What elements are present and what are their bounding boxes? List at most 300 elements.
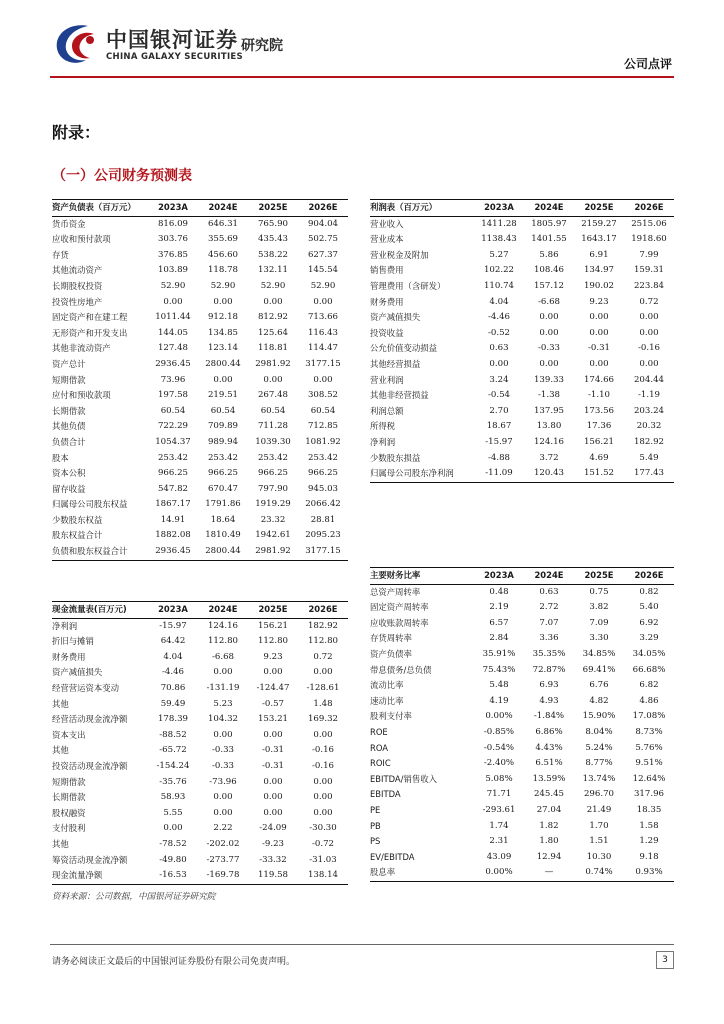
brand-name-en: CHINA GALAXY SECURITIES bbox=[106, 52, 243, 62]
table-cell: 8.73% bbox=[635, 726, 663, 737]
table-cell: 2800.44 bbox=[198, 544, 248, 560]
table-cell: 10.30 bbox=[586, 851, 612, 862]
row-label: 公允价值变动损益 bbox=[370, 343, 437, 354]
row-label: 无形资产和开发支出 bbox=[52, 327, 128, 338]
table-cell: 713.66 bbox=[307, 312, 339, 323]
table-cell: 118.81 bbox=[257, 343, 289, 354]
table-cell: 0.00 bbox=[213, 374, 233, 385]
row-label: ROA bbox=[370, 742, 388, 753]
table-cell: 0.00 bbox=[313, 667, 333, 678]
table-cell: 5.08% bbox=[485, 773, 513, 784]
table-cell: 52.90 bbox=[310, 280, 336, 291]
row-label: 投资性房地产 bbox=[52, 296, 103, 307]
table-cell: 60.54 bbox=[160, 405, 186, 416]
table-row bbox=[370, 326, 674, 342]
table-cell: 797.90 bbox=[257, 483, 289, 494]
table-row bbox=[52, 435, 348, 451]
row-label: 资本支出 bbox=[52, 729, 86, 740]
table-cell: -11.09 bbox=[474, 466, 524, 482]
row-label: 长期借款 bbox=[52, 405, 86, 416]
table-row bbox=[370, 631, 674, 647]
column-header: 2024E bbox=[524, 568, 574, 585]
table-row bbox=[52, 650, 348, 666]
table-cell: 15.90% bbox=[582, 711, 616, 722]
table-row bbox=[370, 865, 674, 881]
row-label: 留存收益 bbox=[52, 483, 86, 494]
table-cell: 711.28 bbox=[257, 421, 289, 432]
table-cell: 3.29 bbox=[639, 633, 659, 644]
row-label: 投资活动现金流净额 bbox=[52, 760, 128, 771]
table-row bbox=[52, 326, 348, 342]
table-cell: 6.86% bbox=[535, 726, 563, 737]
table-cell: 0.00 bbox=[263, 807, 283, 818]
table-cell: -0.31 bbox=[261, 760, 285, 771]
table-cell: 0.63 bbox=[489, 343, 509, 354]
table-row bbox=[370, 772, 674, 788]
table-cell: -30.30 bbox=[309, 823, 337, 834]
table-cell: 0.00 bbox=[313, 792, 333, 803]
table-cell: 156.21 bbox=[257, 620, 289, 631]
table-row bbox=[52, 419, 348, 435]
table-row bbox=[370, 295, 674, 311]
table-cell: 23.32 bbox=[260, 514, 286, 525]
table-cell: -0.16 bbox=[637, 343, 661, 354]
row-label: 营业成本 bbox=[370, 234, 404, 245]
column-header: 2024E bbox=[198, 200, 248, 217]
table-cell: 3.82 bbox=[589, 602, 609, 613]
table-cell: 1867.17 bbox=[155, 499, 191, 510]
table-cell: 123.14 bbox=[207, 343, 239, 354]
table-cell: 6.82 bbox=[639, 680, 659, 691]
table-cell: 722.29 bbox=[157, 421, 189, 432]
table-title: 资产负债表（百万元） bbox=[52, 200, 148, 217]
table-row bbox=[52, 821, 348, 837]
table-row bbox=[52, 513, 348, 529]
table-row bbox=[52, 712, 348, 728]
column-header: 2026E bbox=[624, 568, 674, 585]
row-label: 经营营运资本变动 bbox=[52, 682, 119, 693]
table-row bbox=[52, 388, 348, 404]
table-cell: -293.61 bbox=[482, 804, 516, 815]
table-row bbox=[52, 618, 348, 634]
institute-label: 研究院 bbox=[241, 38, 283, 54]
table-row bbox=[52, 806, 348, 822]
table-cell: -15.97 bbox=[485, 436, 513, 447]
column-header: 2023A bbox=[474, 568, 524, 585]
row-label: 财务费用 bbox=[52, 651, 86, 662]
row-label: 营业利润 bbox=[370, 374, 404, 385]
table-row bbox=[370, 232, 674, 248]
table-row bbox=[52, 528, 348, 544]
table-cell: 6.51% bbox=[535, 758, 563, 769]
table-row bbox=[52, 451, 348, 467]
table-cell: -88.52 bbox=[159, 729, 187, 740]
table-cell: 5.40 bbox=[639, 602, 659, 613]
table-cell: 132.11 bbox=[257, 265, 289, 276]
table-header-row bbox=[52, 200, 348, 217]
table-cell: 112.80 bbox=[207, 636, 239, 647]
table-cell: 966.25 bbox=[307, 468, 339, 479]
row-label: 净利润 bbox=[52, 620, 78, 631]
table-cell: 4.69 bbox=[589, 452, 609, 463]
table-header-row bbox=[370, 568, 674, 585]
table-cell: 151.52 bbox=[574, 466, 624, 482]
row-label: 经营活动现金流净额 bbox=[52, 714, 128, 725]
table-cell: 112.80 bbox=[307, 636, 339, 647]
table-cell: 3177.15 bbox=[298, 544, 348, 560]
table-cell: 1.80 bbox=[539, 836, 559, 847]
table-cell: 4.86 bbox=[639, 695, 659, 706]
table-cell: 0.74% bbox=[574, 865, 624, 881]
table-row bbox=[370, 388, 674, 404]
row-label: 货币资金 bbox=[52, 218, 86, 229]
table-cell: 5.27 bbox=[489, 249, 509, 260]
table-cell: 670.47 bbox=[207, 483, 239, 494]
table-row bbox=[370, 725, 674, 741]
table-cell: 12.94 bbox=[536, 851, 562, 862]
row-label: 折旧与摊销 bbox=[52, 636, 94, 647]
table-cell: 72.87% bbox=[532, 664, 566, 675]
table-cell: 35.91% bbox=[482, 648, 516, 659]
table-cell: 945.03 bbox=[307, 483, 339, 494]
table-row bbox=[52, 404, 348, 420]
table-row bbox=[52, 232, 348, 248]
table-cell: 308.52 bbox=[307, 390, 339, 401]
table-cell: 1.51 bbox=[589, 836, 609, 847]
column-header: 2023A bbox=[148, 200, 198, 217]
row-label: 归属母公司股东净利润 bbox=[370, 466, 474, 482]
table-cell: -24.09 bbox=[259, 823, 287, 834]
table-title: 现金流量表(百万元) bbox=[52, 602, 148, 619]
row-label: 财务费用 bbox=[370, 296, 404, 307]
table-title: 利润表（百万元） bbox=[370, 200, 474, 217]
table-cell: 9.23 bbox=[589, 296, 609, 307]
table-cell: -0.31 bbox=[587, 343, 611, 354]
table-cell: 1919.29 bbox=[255, 499, 291, 510]
table-cell: 812.92 bbox=[257, 312, 289, 323]
table-cell: 0.00 bbox=[639, 358, 659, 369]
table-cell: 355.69 bbox=[207, 234, 239, 245]
table-row bbox=[370, 584, 674, 600]
table-cell: 0.00 bbox=[263, 792, 283, 803]
table-row bbox=[370, 663, 674, 679]
table-row bbox=[370, 216, 674, 232]
table-cell: -1.38 bbox=[537, 390, 561, 401]
row-label: 资产总计 bbox=[52, 358, 86, 369]
table-cell: 435.43 bbox=[257, 234, 289, 245]
table-cell: 6.76 bbox=[589, 680, 609, 691]
page-heading: 附录： bbox=[52, 123, 101, 142]
table-cell: 1791.86 bbox=[205, 499, 241, 510]
table-row bbox=[370, 357, 674, 373]
table-cell: 124.16 bbox=[207, 620, 239, 631]
table-cell: 64.42 bbox=[160, 636, 186, 647]
table-row bbox=[370, 678, 674, 694]
table-cell: 317.96 bbox=[633, 789, 665, 800]
table-cell: 0.00 bbox=[213, 807, 233, 818]
table-cell: 3.72 bbox=[539, 452, 559, 463]
report-type-label: 公司点评 bbox=[623, 57, 672, 71]
row-label: ROE bbox=[370, 726, 388, 737]
row-label: 负债和股东权益合计 bbox=[52, 544, 148, 560]
table-row bbox=[370, 600, 674, 616]
page-number: 3 bbox=[656, 951, 674, 969]
table-cell: 1.48 bbox=[313, 698, 333, 709]
footer-divider bbox=[50, 944, 674, 945]
table-cell: 904.04 bbox=[307, 218, 339, 229]
table-cell: 156.21 bbox=[583, 436, 615, 447]
footer-disclaimer: 请务必阅读正文最后的中国银河证券股份有限公司免责声明。 bbox=[52, 957, 296, 967]
table-cell: 2.31 bbox=[489, 836, 509, 847]
income-statement-table bbox=[370, 199, 674, 483]
table-cell: 134.97 bbox=[583, 265, 615, 276]
table-cell: 0.00 bbox=[313, 296, 333, 307]
table-cell: 119.58 bbox=[248, 868, 298, 884]
column-header: 2024E bbox=[198, 602, 248, 619]
table-cell: 127.48 bbox=[157, 343, 189, 354]
table-cell: 5.48 bbox=[489, 680, 509, 691]
table-row bbox=[370, 694, 674, 710]
table-cell: 0.00 bbox=[263, 776, 283, 787]
table-cell: 0.00 bbox=[539, 358, 559, 369]
table-cell: 1011.44 bbox=[155, 312, 191, 323]
table-cell: 376.85 bbox=[157, 249, 189, 260]
table-cell: 1138.43 bbox=[481, 234, 517, 245]
table-cell: 1643.17 bbox=[581, 234, 617, 245]
table-cell: -65.72 bbox=[159, 745, 187, 756]
table-cell: 173.56 bbox=[583, 405, 615, 416]
table-row bbox=[52, 868, 348, 884]
table-cell: 219.51 bbox=[207, 390, 239, 401]
table-cell: 816.09 bbox=[157, 218, 189, 229]
table-cell: 0.00 bbox=[539, 327, 559, 338]
table-cell: 6.57 bbox=[489, 617, 509, 628]
row-label: 股息率 bbox=[370, 865, 474, 881]
table-cell: 267.48 bbox=[257, 390, 289, 401]
table-cell: 9.18 bbox=[639, 851, 659, 862]
row-label: 股权融资 bbox=[52, 807, 86, 818]
table-cell: 204.44 bbox=[633, 374, 665, 385]
table-cell: 3177.15 bbox=[305, 358, 341, 369]
table-cell: 1942.61 bbox=[255, 530, 291, 541]
row-label: 其他 bbox=[52, 745, 69, 756]
table-cell: -169.78 bbox=[198, 868, 248, 884]
table-cell: 118.78 bbox=[207, 265, 239, 276]
column-header: 2023A bbox=[474, 200, 524, 217]
table-cell: 1810.49 bbox=[205, 530, 241, 541]
row-label: 负债合计 bbox=[52, 436, 86, 447]
row-label: 固定资产和在建工程 bbox=[52, 312, 128, 323]
header-divider bbox=[50, 76, 674, 78]
table-cell: 43.09 bbox=[486, 851, 512, 862]
row-label: 利润总额 bbox=[370, 405, 404, 416]
table-cell: 52.90 bbox=[210, 280, 236, 291]
row-label: 少数股东损益 bbox=[370, 452, 421, 463]
table-cell: 303.76 bbox=[157, 234, 189, 245]
table-row bbox=[52, 853, 348, 869]
table-cell: 253.42 bbox=[307, 452, 339, 463]
table-cell: 1.82 bbox=[539, 820, 559, 831]
table-cell: -0.16 bbox=[311, 760, 335, 771]
table-cell: 139.33 bbox=[533, 374, 565, 385]
table-cell: 0.63 bbox=[539, 586, 559, 597]
table-cell: 0.93% bbox=[624, 865, 674, 881]
table-cell: 5.55 bbox=[163, 807, 183, 818]
table-cell: 102.22 bbox=[483, 265, 515, 276]
table-cell: -2.40% bbox=[483, 758, 515, 769]
table-cell: 3.36 bbox=[539, 633, 559, 644]
table-cell: 765.90 bbox=[257, 218, 289, 229]
column-header: 2026E bbox=[298, 200, 348, 217]
table-cell: 2515.06 bbox=[631, 218, 667, 229]
table-cell: -0.31 bbox=[261, 745, 285, 756]
table-row bbox=[370, 850, 674, 866]
table-cell: -273.77 bbox=[206, 854, 240, 865]
row-label: EBITDA bbox=[370, 789, 401, 800]
table-row bbox=[52, 743, 348, 759]
table-cell: 0.00 bbox=[263, 667, 283, 678]
column-header: 2026E bbox=[298, 602, 348, 619]
table-cell: 4.43% bbox=[535, 742, 563, 753]
table-cell: 35.35% bbox=[532, 648, 566, 659]
table-header-row bbox=[370, 200, 674, 217]
table-cell: 0.00 bbox=[263, 296, 283, 307]
row-label: 其他流动资产 bbox=[52, 265, 103, 276]
row-label: 其他负债 bbox=[52, 421, 86, 432]
row-label: 短期借款 bbox=[52, 374, 86, 385]
row-label: ROIC bbox=[370, 758, 391, 769]
table-cell: 9.23 bbox=[263, 651, 283, 662]
table-cell: 0.00% bbox=[485, 711, 513, 722]
table-cell: -73.96 bbox=[209, 776, 237, 787]
table-cell: 1081.92 bbox=[305, 436, 341, 447]
table-cell: 3.30 bbox=[589, 633, 609, 644]
cash-flow-table bbox=[52, 601, 348, 885]
row-label: 流动比率 bbox=[370, 680, 404, 691]
table-cell: 1401.55 bbox=[531, 234, 567, 245]
table-cell: — bbox=[524, 865, 574, 881]
row-label: 资本公积 bbox=[52, 468, 86, 479]
table-cell: 4.93 bbox=[539, 695, 559, 706]
row-label: EV/EBITDA bbox=[370, 851, 415, 862]
row-label: PB bbox=[370, 820, 381, 831]
table-cell: 627.37 bbox=[307, 249, 339, 260]
table-cell: 120.43 bbox=[524, 466, 574, 482]
table-cell: 34.85% bbox=[582, 648, 616, 659]
table-cell: -154.24 bbox=[156, 760, 190, 771]
table-cell: 1882.08 bbox=[155, 530, 191, 541]
row-label: 支付股利 bbox=[52, 823, 86, 834]
table-cell: 2981.92 bbox=[248, 544, 298, 560]
row-label: 其他非流动资产 bbox=[52, 343, 111, 354]
table-cell: 178.39 bbox=[157, 714, 189, 725]
table-cell: 144.05 bbox=[157, 327, 189, 338]
table-row bbox=[370, 373, 674, 389]
row-label: 应收账款周转率 bbox=[370, 617, 429, 628]
table-cell: 1918.60 bbox=[631, 234, 667, 245]
table-row bbox=[370, 803, 674, 819]
table-row bbox=[370, 248, 674, 264]
table-cell: 966.25 bbox=[207, 468, 239, 479]
table-cell: 709.89 bbox=[207, 421, 239, 432]
table-cell: -1.19 bbox=[637, 390, 661, 401]
table-cell: 138.14 bbox=[298, 868, 348, 884]
table-row bbox=[370, 310, 674, 326]
table-row bbox=[370, 709, 674, 725]
table-cell: -35.76 bbox=[159, 776, 187, 787]
table-cell: 4.19 bbox=[489, 695, 509, 706]
table-cell: 0.00 bbox=[263, 729, 283, 740]
table-cell: 2936.45 bbox=[148, 544, 198, 560]
table-cell: 0.48 bbox=[489, 586, 509, 597]
table-row bbox=[52, 544, 348, 560]
table-cell: 2066.42 bbox=[305, 499, 341, 510]
page-header bbox=[0, 0, 724, 80]
table-cell: 75.43% bbox=[482, 664, 516, 675]
row-label: 资产减值损失 bbox=[52, 667, 103, 678]
table-cell: 112.80 bbox=[257, 636, 289, 647]
table-cell: 110.74 bbox=[483, 280, 515, 291]
table-cell: 197.58 bbox=[157, 390, 189, 401]
table-cell: 4.82 bbox=[589, 695, 609, 706]
table-cell: 18.64 bbox=[210, 514, 236, 525]
table-cell: 1054.37 bbox=[155, 436, 191, 447]
table-cell: 2.84 bbox=[489, 633, 509, 644]
galaxy-logo-icon bbox=[50, 20, 102, 68]
row-label: 少数股东权益 bbox=[52, 514, 103, 525]
table-row bbox=[370, 741, 674, 757]
table-cell: 52.90 bbox=[260, 280, 286, 291]
brand-name-cn: 中国银河证券 bbox=[106, 28, 238, 52]
table-cell: 7.09 bbox=[589, 617, 609, 628]
table-cell: 0.00 bbox=[313, 776, 333, 787]
row-label: 其他 bbox=[52, 838, 69, 849]
table-row bbox=[370, 419, 674, 435]
source-note: 资料来源：公司数据，中国银河证券研究院 bbox=[52, 892, 216, 902]
table-row bbox=[370, 451, 674, 467]
table-cell: 2095.23 bbox=[305, 530, 341, 541]
table-cell: 137.95 bbox=[533, 405, 565, 416]
table-cell: 2.70 bbox=[489, 405, 509, 416]
table-row bbox=[370, 263, 674, 279]
table-row bbox=[52, 248, 348, 264]
table-row bbox=[370, 756, 674, 772]
table-cell: 0.00 bbox=[263, 374, 283, 385]
table-cell: -0.54% bbox=[483, 742, 515, 753]
table-cell: -0.57 bbox=[261, 698, 285, 709]
table-cell: 1039.30 bbox=[255, 436, 291, 447]
table-cell: 169.32 bbox=[307, 714, 339, 725]
column-header: 2025E bbox=[574, 200, 624, 217]
table-cell: 0.00 bbox=[213, 792, 233, 803]
table-cell: -124.47 bbox=[256, 682, 290, 693]
table-cell: 125.64 bbox=[257, 327, 289, 338]
table-cell: 1.58 bbox=[639, 820, 659, 831]
table-cell: 69.41% bbox=[582, 664, 616, 675]
table-cell: -0.72 bbox=[311, 838, 335, 849]
row-label: 股利支付率 bbox=[370, 711, 412, 722]
table-cell: 13.80 bbox=[536, 421, 562, 432]
row-label: 总资产周转率 bbox=[370, 586, 421, 597]
row-label: 筹资活动现金流净额 bbox=[52, 854, 128, 865]
table-row bbox=[52, 482, 348, 498]
table-row bbox=[52, 341, 348, 357]
table-cell: -78.52 bbox=[159, 838, 187, 849]
table-row bbox=[370, 404, 674, 420]
table-cell: 253.42 bbox=[257, 452, 289, 463]
table-row bbox=[370, 616, 674, 632]
table-cell: 245.45 bbox=[533, 789, 565, 800]
